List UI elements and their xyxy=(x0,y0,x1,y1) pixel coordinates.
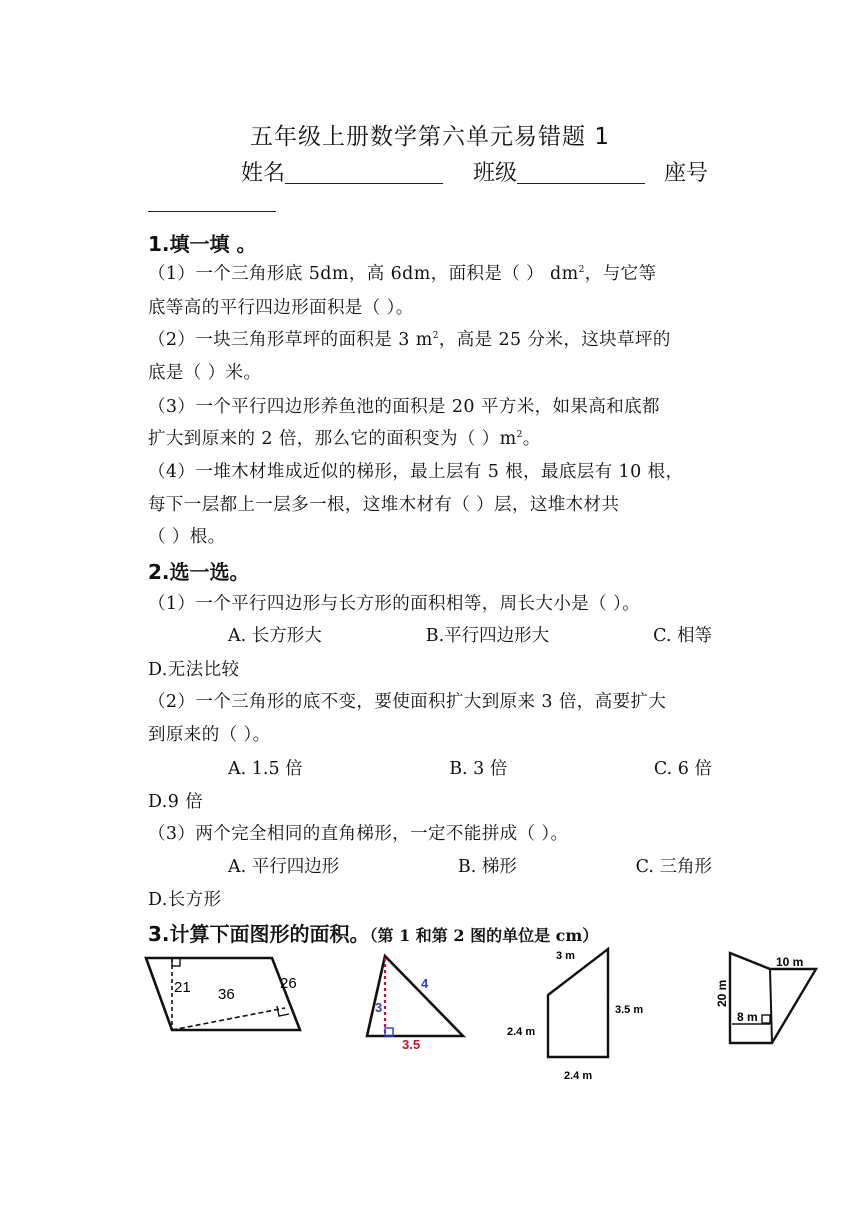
s1-q3-line2: 扩大到原来的 2 倍，那么它的面积变为（ ）$m^2$。 xyxy=(148,429,541,449)
s2-q3-stem: （3）两个完全相同的直角梯形，一定不能拼成（ ）。 xyxy=(148,824,569,844)
option-c[interactable]: C. 相等 xyxy=(653,626,712,646)
s1-q4-line3: （ ）根。 xyxy=(148,527,226,547)
section3-note: （第 1 和第 2 图的单位是 cm） xyxy=(369,926,599,945)
name-blank[interactable] xyxy=(285,161,443,184)
s2-q2-options xyxy=(228,755,712,780)
name-field[interactable] xyxy=(241,156,443,187)
page-title: 五年级上册数学第六单元易错题 1 xyxy=(250,124,610,150)
fig2-label-side: 4 xyxy=(421,976,429,991)
class-label: 班级 xyxy=(473,161,518,186)
fig4-label-height: 20 m xyxy=(715,979,729,1007)
option-a[interactable]: A. 长方形大 xyxy=(228,626,322,646)
section2-heading: 2.选一选。 xyxy=(148,560,250,584)
section1-heading: 1.填一填 。 xyxy=(148,232,257,256)
figure-triangle xyxy=(355,948,470,1053)
seat-label: 座号 xyxy=(664,161,709,186)
s2-q1-stem: （1）一个平行四边形与长方形的面积相等，周长大小是（ ）。 xyxy=(148,594,641,614)
section3-heading: 3.计算下面图形的面积。（第 1 和第 2 图的单位是 cm） xyxy=(148,922,599,946)
s1-q2-line1: （2）一块三角形草坪的面积是 3 $m^2$，高是 25 分米，这块草坪的 xyxy=(148,330,671,350)
s1-q4-line1: （4）一堆木材堆成近似的梯形，最上层有 5 根，最底层有 10 根， xyxy=(148,462,684,482)
s1-q1-line1: （1）一个三角形底 5dm，高 6dm，面积是（ ） $dm^2$，与它等 xyxy=(148,264,657,284)
option-b[interactable]: B. 梯形 xyxy=(457,857,517,877)
fig1-label-height: 21 xyxy=(174,979,191,996)
fig3-label-top: 3 m xyxy=(556,950,575,962)
s2-q2-stem-line1: （2）一个三角形的底不变，要使面积扩大到原来 3 倍，高要扩大 xyxy=(148,692,667,712)
option-c[interactable]: C. 6 倍 xyxy=(653,759,712,779)
figure-trapezoid xyxy=(500,945,650,1087)
fig4-label-top: 10 m xyxy=(776,955,804,969)
s2-q1-options xyxy=(228,622,712,647)
s1-q1-line2: 底等高的平行四边形面积是（ ）。 xyxy=(148,298,414,318)
name-label: 姓名 xyxy=(241,161,286,186)
fig2-label-base: 3.5 xyxy=(402,1037,421,1052)
fig3-label-left: 2.4 m xyxy=(507,1026,536,1038)
option-d[interactable]: D.长方形 xyxy=(148,890,222,910)
fig1-label-side: 26 xyxy=(280,975,297,992)
option-d[interactable]: D.9 倍 xyxy=(148,792,204,812)
s1-q3-line1: （3）一个平行四边形养鱼池的面积是 20 平方米，如果高和底都 xyxy=(148,397,660,417)
fig3-label-bottom: 2.4 m xyxy=(564,1070,593,1082)
class-field[interactable] xyxy=(473,156,645,187)
s1-q2-line2: 底是（ ）米。 xyxy=(148,363,262,383)
class-blank[interactable] xyxy=(517,161,645,184)
figure-trapezoid-2 xyxy=(712,945,827,1055)
option-d[interactable]: D.无法比较 xyxy=(148,660,240,680)
fig1-label-base: 36 xyxy=(218,986,235,1003)
seat-blank[interactable] xyxy=(148,211,276,212)
fig2-label-height: 3 xyxy=(375,1000,383,1015)
s2-q2-stem-line2: 到原来的（ ）。 xyxy=(148,725,271,745)
s1-q4-line2: 每下一层都上一层多一根，这堆木材有（ ）层，这堆木材共 xyxy=(148,495,620,515)
option-b[interactable]: B. 3 倍 xyxy=(449,759,508,779)
fig3-label-right: 3.5 m xyxy=(615,1004,644,1016)
option-a[interactable]: A. 1.5 倍 xyxy=(228,759,303,779)
fig4-label-base: 8 m xyxy=(737,1010,758,1024)
option-a[interactable]: A. 平行四边形 xyxy=(228,857,340,877)
s2-q3-options xyxy=(228,853,712,878)
figure-parallelogram xyxy=(140,950,315,1040)
option-b[interactable]: B.平行四边形大 xyxy=(425,626,550,646)
option-c[interactable]: C. 三角形 xyxy=(635,857,712,877)
